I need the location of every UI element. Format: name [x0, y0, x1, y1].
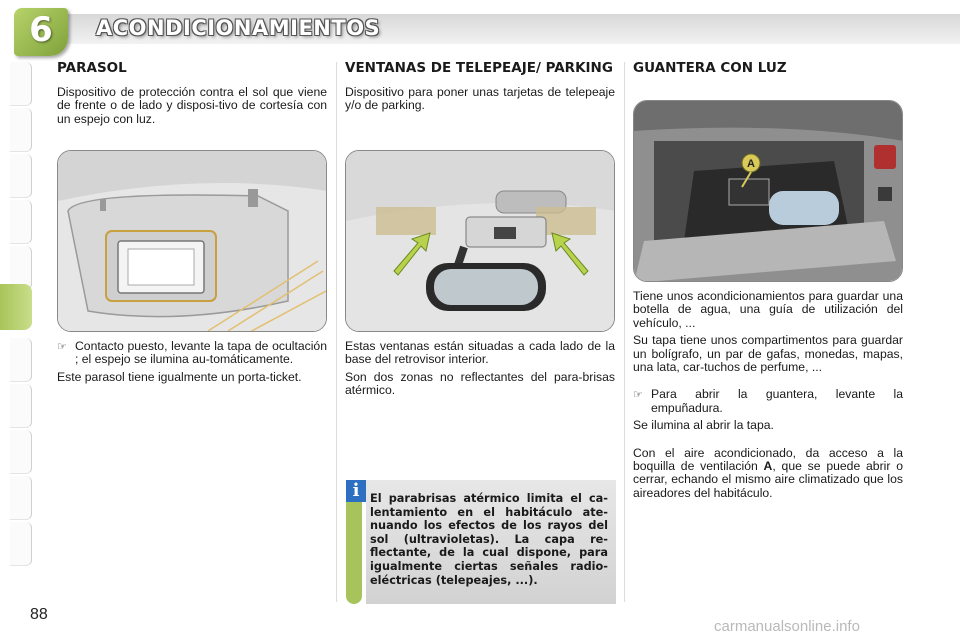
column-divider	[624, 62, 625, 602]
glovebox-illustration	[633, 100, 903, 282]
mirror-illustration	[345, 150, 615, 332]
ventanas-intro: Dispositivo para poner unas tarjetas de telepeaje y/o de parking.	[345, 85, 615, 113]
pointing-hand-icon: ☞	[57, 341, 67, 353]
chapter-tab[interactable]	[10, 522, 32, 566]
watermark: carmanualsonline.info	[714, 618, 860, 635]
sun-visor-illustration	[57, 150, 327, 332]
guantera-para4	[633, 447, 903, 501]
parasol-instructions	[57, 340, 327, 388]
info-content	[366, 480, 616, 604]
info-icon: i	[346, 480, 366, 502]
chapter-tab[interactable]	[10, 154, 32, 198]
parasol-intro: Dispositivo de protección contra el sol que viene de frente o de lado y disposi-tivo de cortesía con un espejo con luz.	[57, 85, 327, 126]
label-a: A	[747, 158, 755, 170]
ventanas-para1: Estas ventanas están situadas a cada lado de la base del retrovisor interior.	[345, 339, 615, 367]
parasol-bullet-text: Contacto puesto, levante la tapa de ocultación ; el espejo se ilumina au-tomáticamente.	[75, 339, 327, 367]
ventanas-para2: Son dos zonas no reflectantes del para-brisas atérmico.	[345, 369, 615, 398]
guantera-para4-end: , que se puede abrir o cerrar, echando el mismo aire climatizado que los aireadores del habitáculo.	[633, 459, 903, 500]
guantera-description	[633, 290, 903, 504]
chapter-badge	[14, 8, 68, 56]
ventanas-section	[345, 60, 615, 117]
chapter-title: ACONDICIONAMIENTOS	[96, 16, 381, 40]
parasol-section	[57, 60, 327, 130]
ventanas-description	[345, 340, 615, 402]
chapter-tab-active[interactable]	[0, 284, 32, 330]
chapter-tab-strip	[0, 62, 34, 572]
chapter-tab[interactable]	[10, 200, 32, 244]
chapter-number: 6	[29, 10, 53, 50]
guantera-section	[633, 60, 903, 86]
pointing-hand-icon: ☞	[633, 389, 643, 402]
guantera-title: GUANTERA CON LUZ	[633, 60, 787, 76]
page-number: 88	[30, 606, 48, 623]
info-box	[346, 470, 616, 604]
guantera-para4-start: Con el aire acondicionado, da acceso a la boquilla de ventilación	[633, 445, 903, 474]
column-divider	[336, 62, 337, 602]
info-text: El parabrisas atérmico limita el ca-lentamiento en el habitáculo ate-nuando los efectos de los rayos del sol (ultravioletas). La capa re-flectante, de la cual dispone, para igualmente ciertas señales radio-eléctricas (telepeajes, ...).	[370, 492, 608, 587]
chapter-tab[interactable]	[10, 108, 32, 152]
guantera-para2: Su tapa tiene unos compartimentos para guardar un bolígrafo, un par de gafas, monedas, mapas, una lata, car-tuchos de perfume, ...	[633, 333, 903, 375]
chapter-tab[interactable]	[10, 338, 32, 382]
chapter-tab[interactable]	[10, 384, 32, 428]
chapter-tab[interactable]	[10, 476, 32, 520]
parasol-title: PARASOL	[57, 60, 127, 76]
guantera-bullet-text: Para abrir la guantera, levante la empuñadura.	[651, 387, 903, 415]
chapter-tab[interactable]	[10, 62, 32, 106]
guantera-bullet	[633, 388, 903, 419]
guantera-para4-bold: A	[763, 459, 773, 474]
guantera-para1: Tiene unos acondicionamientos para guardar una botella de agua, una guía de utilización del vehículo, ...	[633, 289, 903, 330]
chapter-tab[interactable]	[10, 430, 32, 474]
parasol-note: Este parasol tiene igualmente un porta-ticket.	[57, 369, 302, 384]
guantera-para3: Se ilumina al abrir la tapa.	[633, 418, 774, 433]
ventanas-title: VENTANAS DE TELEPEAJE/ PARKING	[345, 60, 613, 76]
parasol-bullet	[57, 340, 327, 371]
